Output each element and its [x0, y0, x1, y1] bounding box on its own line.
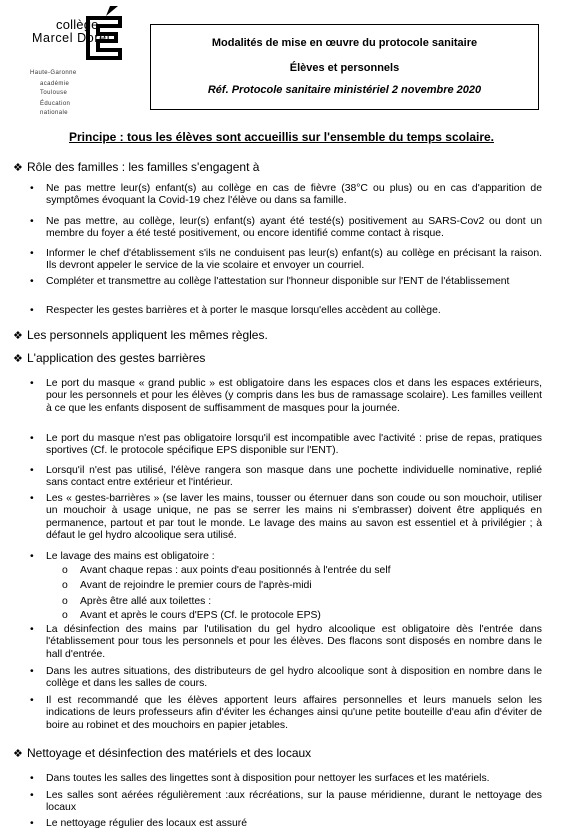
list-item: • Dans les autres situations, des distributeurs de gel hydro alcoolique sont à disposition en nombre dans le collège et dans les salles de cours. — [30, 666, 542, 690]
title-line-1: Modalités de mise en œuvre du protocole sanitaire — [211, 37, 478, 49]
principle-heading: Principe : tous les élèves sont accueillis sur l'ensemble du temps scolaire. — [68, 130, 495, 144]
section-heading-barriers: ❖ L'application des gestes barrières — [13, 351, 206, 365]
list-item: • Respecter les gestes barrières et à porter le masque lorsqu'elles accèdent au collège. — [30, 305, 441, 316]
diamond-bullet-icon: ❖ — [13, 162, 23, 174]
list-item: • Dans toutes les salles des lingettes sont à disposition pour nettoyer les surfaces et les matériels. — [30, 773, 490, 784]
list-item: • Compléter et transmettre au collège l'attestation sur l'honneur disponible sur l'ENT de l'établissement — [30, 276, 510, 287]
title-reference: Réf. Protocole sanitaire ministériel 2 novembre 2020 — [207, 84, 482, 96]
list-item: • Ne pas mettre leur(s) enfant(s) au collège en cas de fièvre (38°C ou plus) ou en cas d'apparition de symptômes évoquant la Covid-19 chez l'élève ou dans sa famille. — [30, 183, 542, 207]
list-item: • Il est recommandé que les élèves apportent leurs affaires personnelles et leurs manuels selon les indications de leurs professeurs afin d'éviter les échanges ainsi qu'une petite bouteille d'eau afin d'éviter de boire au robinet et des mouchoirs en papier jetables. — [30, 695, 542, 731]
list-item: • Le port du masque n'est pas obligatoire lorsqu'il est incompatible avec l'activité : prise de repas, pratiques sportives (Cf. le protocole spécifique EPS disponible sur l'ENT). — [30, 433, 542, 457]
list-item: • Les salles sont aérées régulièrement :aux récréations, sur la pause méridienne, durant le nettoyage des locaux — [30, 790, 542, 814]
list-item: • Le port du masque « grand public » est obligatoire dans les espaces clos et dans les espaces extérieurs, pour les personnels et pour les élèves (y compris dans les bus de ramassage scolaire). Les familles veillent à ce que les enfants disposent de suffisamment de masques pour la journée. — [30, 378, 542, 414]
logo-college-word: collège — [56, 17, 99, 32]
sub-list-item: o Avant chaque repas : aux points d'eau positionnés à l'entrée du self — [62, 565, 391, 576]
logo-line: Haute-Garonne — [30, 70, 77, 76]
diamond-bullet-icon: ❖ — [13, 748, 23, 760]
section-heading-cleaning: ❖ Nettoyage et désinfection des matériels et des locaux — [13, 746, 312, 760]
logo-college-name: Marcel Doret — [32, 31, 111, 45]
section-heading-staff: ❖ Les personnels appliquent les mêmes règles. — [13, 328, 268, 342]
sub-list-item: o Avant et après le cours d'EPS (Cf. le protocole EPS) — [62, 610, 321, 621]
sub-list-item: o Après être allé aux toilettes : — [62, 596, 212, 607]
list-item: • La désinfection des mains par l'utilisation du gel hydro alcoolique est obligatoire dès l'entrée dans l'établissement pour tous les personnels et pour les élèves. Des flacons sont disposés en nombre dans le hall d'entrée. — [30, 624, 542, 660]
diamond-bullet-icon: ❖ — [13, 330, 23, 342]
logo-line: Éducation — [40, 101, 71, 107]
section-heading-families: ❖ Rôle des familles : les familles s'engagent à — [13, 160, 260, 174]
list-item: • Informer le chef d'établissement s'ils ne conduisent pas leur(s) enfant(s) au collège en précisant la raison. Ils devront appeler le service de la vie scolaire et envoyer un courriel. — [30, 248, 542, 272]
list-item: • Le lavage des mains est obligatoire : — [30, 551, 215, 562]
list-item: • Le nettoyage régulier des locaux est assuré — [30, 818, 248, 829]
list-item: • Lorsqu'il n'est pas utilisé, l'élève rangera son masque dans une pochette individuelle nominative, replié sans contact entre extérieur et l'intérieur. — [30, 465, 542, 489]
logo-line: académie — [40, 81, 70, 87]
list-item: • Les « gestes-barrières » (se laver les mains, tousser ou éternuer dans son coude ou son mouchoir, utiliser un mouchoir à usage unique, ne pas se serrer les mains ni s'embrasser) doivent être appliqués en permanence, partout et par tout le monde. Le lavage des mains au savon est essentiel et à privilégier ; à défaut le gel hydro alcoolique sera utilisé. — [30, 493, 542, 542]
list-item: • Ne pas mettre, au collège, leur(s) enfant(s) ayant été testé(s) positivement au SARS-Cov2 ou dont un membre du foyer a été testé positivement, ou encore identifié comme contact à risque. — [30, 216, 542, 240]
logo-line: nationale — [40, 110, 68, 116]
diamond-bullet-icon: ❖ — [13, 353, 23, 365]
college-logo — [16, 4, 121, 122]
title-line-2: Élèves et personnels — [289, 62, 400, 74]
title-box — [150, 24, 539, 110]
sub-list-item: o Avant de rejoindre le premier cours de l'après-midi — [62, 580, 312, 591]
logo-line: Toulouse — [40, 90, 68, 96]
